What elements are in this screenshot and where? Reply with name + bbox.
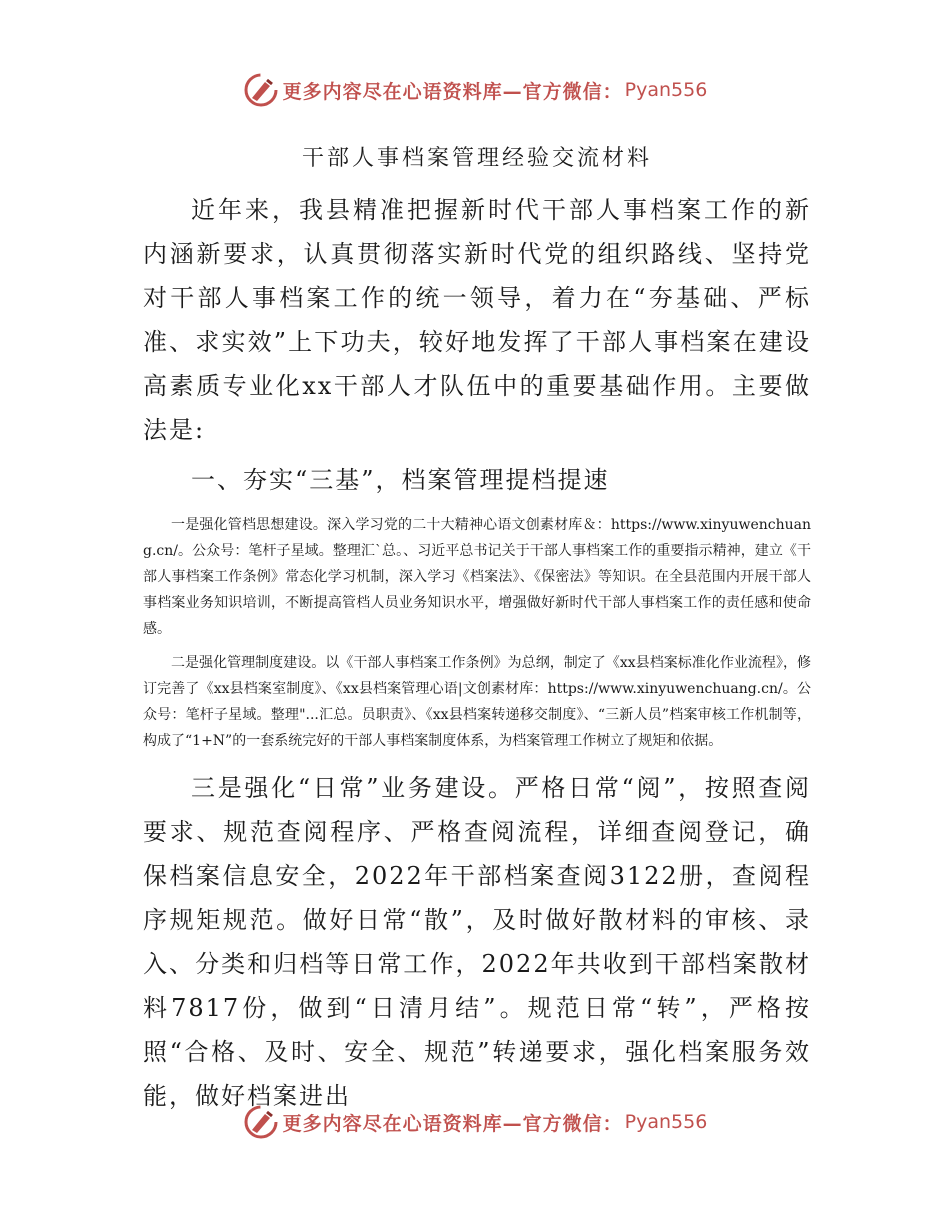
banner-text: 更多内容尽在心语资料库—官方微信： xyxy=(282,1112,623,1135)
banner-text: 更多内容尽在心语资料库—官方微信： xyxy=(282,80,623,103)
logo-icon xyxy=(243,72,279,108)
logo-icon xyxy=(243,1104,279,1140)
banner-wechat-id: Pyan556 xyxy=(624,79,708,101)
paragraph-1: 一是强化管档思想建设。深入学习党的二十大精神心语文创素材库＆：https://www.xinyuwenchuang.cn/。公众号：笔杆子星域。整理汇`总。、习近平总书记关于干部人事档案工作的重要指示精神，建立《干部人事档案工作条例》常态化学习机制，深入学习《档案法》、《保密法》等知识。在全县范围内开展干部人事档案业务知识培训，不断提高管档人员业务知识水平，增强做好新时代干部人事档案工作的责任感和使命感。 xyxy=(143,517,811,637)
section-heading: 一、夯实“三基”，档案管理提档提速 xyxy=(191,466,610,494)
document-body xyxy=(143,140,811,1118)
header-banner xyxy=(0,68,950,112)
banner-wechat-id: Pyan556 xyxy=(624,1111,708,1133)
document-title: 干部人事档案管理经验交流材料 xyxy=(301,146,652,171)
footer-banner xyxy=(0,1100,950,1144)
paragraph-3: 三是强化“日常”业务建设。严格日常“阅”，按照查阅要求、规范查阅程序、严格查阅流程，详细查阅登记，确保档案信息安全，2022年干部档案查阅3122册，查阅程序规矩规范。做好日常“散”，及时做好散材料的审核、录入、分类和归档等日常工作，2022年共收到干部档案散材料7817份，做到“日清月结”。规范日常“转”，严格按照“合格、及时、安全、规范”转递要求，强化档案服务效能，做好档案进出 xyxy=(143,774,811,1110)
paragraph-2: 二是强化管理制度建设。以《干部人事档案工作条例》为总纲，制定了《xx县档案标准化作业流程》，修订完善了《xx县档案室制度》、《xx县档案管理心语|文创素材库：https://www.xinyuwenchuang.cn/。公众号：笔杆子星域。整理"...汇总。员职责》、《xx县档案转递移交制度》、“三新人员”档案审核工作机制等，构成了“1+N”的一套系统完好的干部人事档案制度体系，为档案管理工作树立了规矩和依据。 xyxy=(143,655,811,749)
intro-paragraph: 近年来，我县精准把握新时代干部人事档案工作的新内涵新要求，认真贯彻落实新时代党的组织路线、坚持党对干部人事档案工作的统一领导，着力在“夯基础、严标准、求实效”上下功夫，较好地发挥了干部人事档案在建设高素质专业化xx干部人才队伍中的重要基础作用。主要做法是: xyxy=(143,196,811,444)
